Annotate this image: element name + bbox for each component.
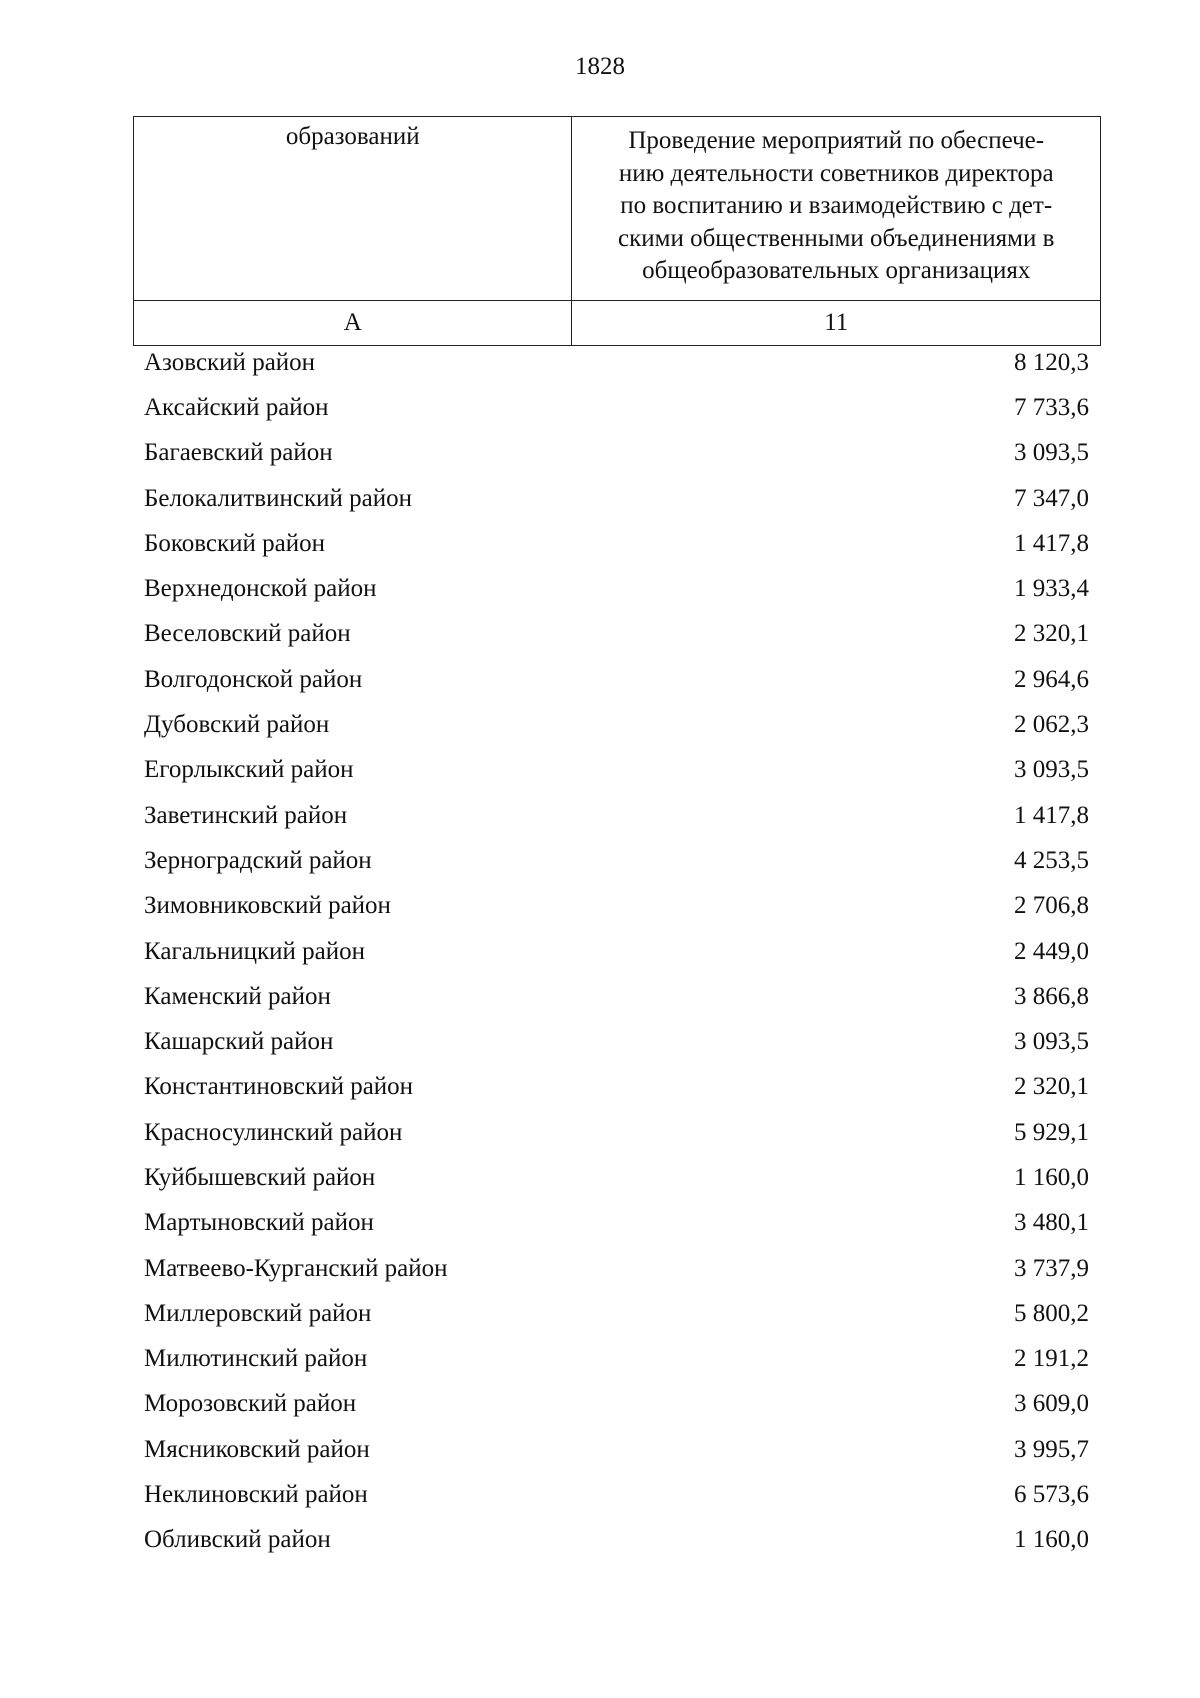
row-district-name: Азовский район	[144, 348, 316, 376]
table-row	[133, 431, 1101, 476]
table-row	[133, 1291, 1101, 1336]
table-row	[133, 1472, 1101, 1517]
row-amount: 3 866,8	[1014, 982, 1089, 1010]
row-district-name: Милютинский район	[144, 1345, 368, 1373]
table-row	[133, 657, 1101, 702]
row-district-name: Кашарский район	[144, 1028, 334, 1056]
row-amount: 2 320,1	[1014, 1073, 1089, 1101]
row-amount: 1 160,0	[1014, 1163, 1089, 1191]
row-district-name: Мартыновский район	[144, 1209, 374, 1237]
table-row	[133, 1382, 1101, 1427]
table-row	[133, 1065, 1101, 1110]
header-municipality-cell: образований	[134, 117, 572, 301]
table-row	[133, 1019, 1101, 1064]
row-district-name: Заветинский район	[144, 801, 348, 829]
row-amount: 7 347,0	[1014, 484, 1089, 512]
row-district-name: Зерноградский район	[144, 846, 372, 874]
row-amount: 1 933,4	[1014, 575, 1089, 603]
table-row	[133, 1427, 1101, 1472]
table-row	[133, 1518, 1101, 1563]
column-code-11: 11	[572, 301, 1101, 346]
data-table-body	[133, 340, 1101, 1563]
row-district-name: Матвеево-Курганский район	[144, 1254, 448, 1282]
table-row	[133, 340, 1101, 385]
row-amount: 5 800,2	[1014, 1299, 1089, 1327]
row-amount: 3 093,5	[1014, 756, 1089, 784]
table-row	[133, 476, 1101, 521]
row-district-name: Боковский район	[144, 529, 325, 557]
table-row	[133, 1110, 1101, 1155]
table-row	[133, 521, 1101, 566]
row-district-name: Дубовский район	[144, 711, 330, 739]
row-district-name: Красносулинский район	[144, 1118, 403, 1146]
row-district-name: Морозовский район	[144, 1390, 357, 1418]
row-district-name: Багаевский район	[144, 439, 333, 467]
table-row	[133, 884, 1101, 929]
row-amount: 2 964,6	[1014, 665, 1089, 693]
table-header	[133, 116, 1101, 346]
row-amount: 3 093,5	[1014, 1028, 1089, 1056]
row-amount: 3 995,7	[1014, 1435, 1089, 1463]
row-amount: 3 609,0	[1014, 1390, 1089, 1418]
header-code-row	[134, 301, 1101, 346]
table-row	[133, 385, 1101, 430]
row-amount: 2 706,8	[1014, 892, 1089, 920]
row-district-name: Егорлыкский район	[144, 756, 354, 784]
table-row	[133, 974, 1101, 1019]
row-district-name: Обливский район	[144, 1526, 331, 1554]
row-amount: 2 449,0	[1014, 937, 1089, 965]
row-district-name: Аксайский район	[144, 393, 329, 421]
table-row	[133, 1201, 1101, 1246]
row-district-name: Каменский район	[144, 982, 331, 1010]
header-measure-cell: Проведение мероприятий по обеспече- нию деятельности советников директора по воспитанию и взаимодействию с дет- скими общественными объединениями в общеобразовательных организациях	[572, 117, 1101, 301]
header-title-row	[134, 117, 1101, 301]
row-amount: 1 417,8	[1014, 801, 1089, 829]
row-district-name: Волгодонской район	[144, 665, 363, 693]
row-amount: 1 417,8	[1014, 529, 1089, 557]
row-district-name: Кагальницкий район	[144, 937, 366, 965]
table-row	[133, 566, 1101, 611]
table-row	[133, 929, 1101, 974]
table-row	[133, 748, 1101, 793]
row-amount: 3 480,1	[1014, 1209, 1089, 1237]
row-district-name: Неклиновский район	[144, 1481, 368, 1509]
row-district-name: Зимовниковский район	[144, 892, 391, 920]
row-amount: 2 320,1	[1014, 620, 1089, 648]
row-amount: 2 062,3	[1014, 711, 1089, 739]
row-district-name: Миллеровский район	[144, 1299, 372, 1327]
table-row	[133, 1246, 1101, 1291]
row-district-name: Верхнедонской район	[144, 575, 377, 603]
page-number: 1828	[575, 53, 625, 80]
row-district-name: Мясниковский район	[144, 1435, 370, 1463]
row-amount: 3 093,5	[1014, 439, 1089, 467]
row-district-name: Белокалитвинский район	[144, 484, 412, 512]
table-row	[133, 612, 1101, 657]
row-amount: 2 191,2	[1014, 1345, 1089, 1373]
table-row	[133, 1337, 1101, 1382]
row-amount: 1 160,0	[1014, 1526, 1089, 1554]
row-amount: 5 929,1	[1014, 1118, 1089, 1146]
table-row	[133, 1155, 1101, 1200]
row-district-name: Константиновский район	[144, 1073, 414, 1101]
row-district-name: Веселовский район	[144, 620, 351, 648]
row-amount: 3 737,9	[1014, 1254, 1089, 1282]
table-row	[133, 793, 1101, 838]
table-row	[133, 702, 1101, 747]
row-amount: 6 573,6	[1014, 1481, 1089, 1509]
column-code-a: А	[134, 301, 572, 346]
row-district-name: Куйбышевский район	[144, 1163, 376, 1191]
row-amount: 7 733,6	[1014, 393, 1089, 421]
row-amount: 4 253,5	[1014, 846, 1089, 874]
table-row	[133, 838, 1101, 883]
row-amount: 8 120,3	[1014, 348, 1089, 376]
